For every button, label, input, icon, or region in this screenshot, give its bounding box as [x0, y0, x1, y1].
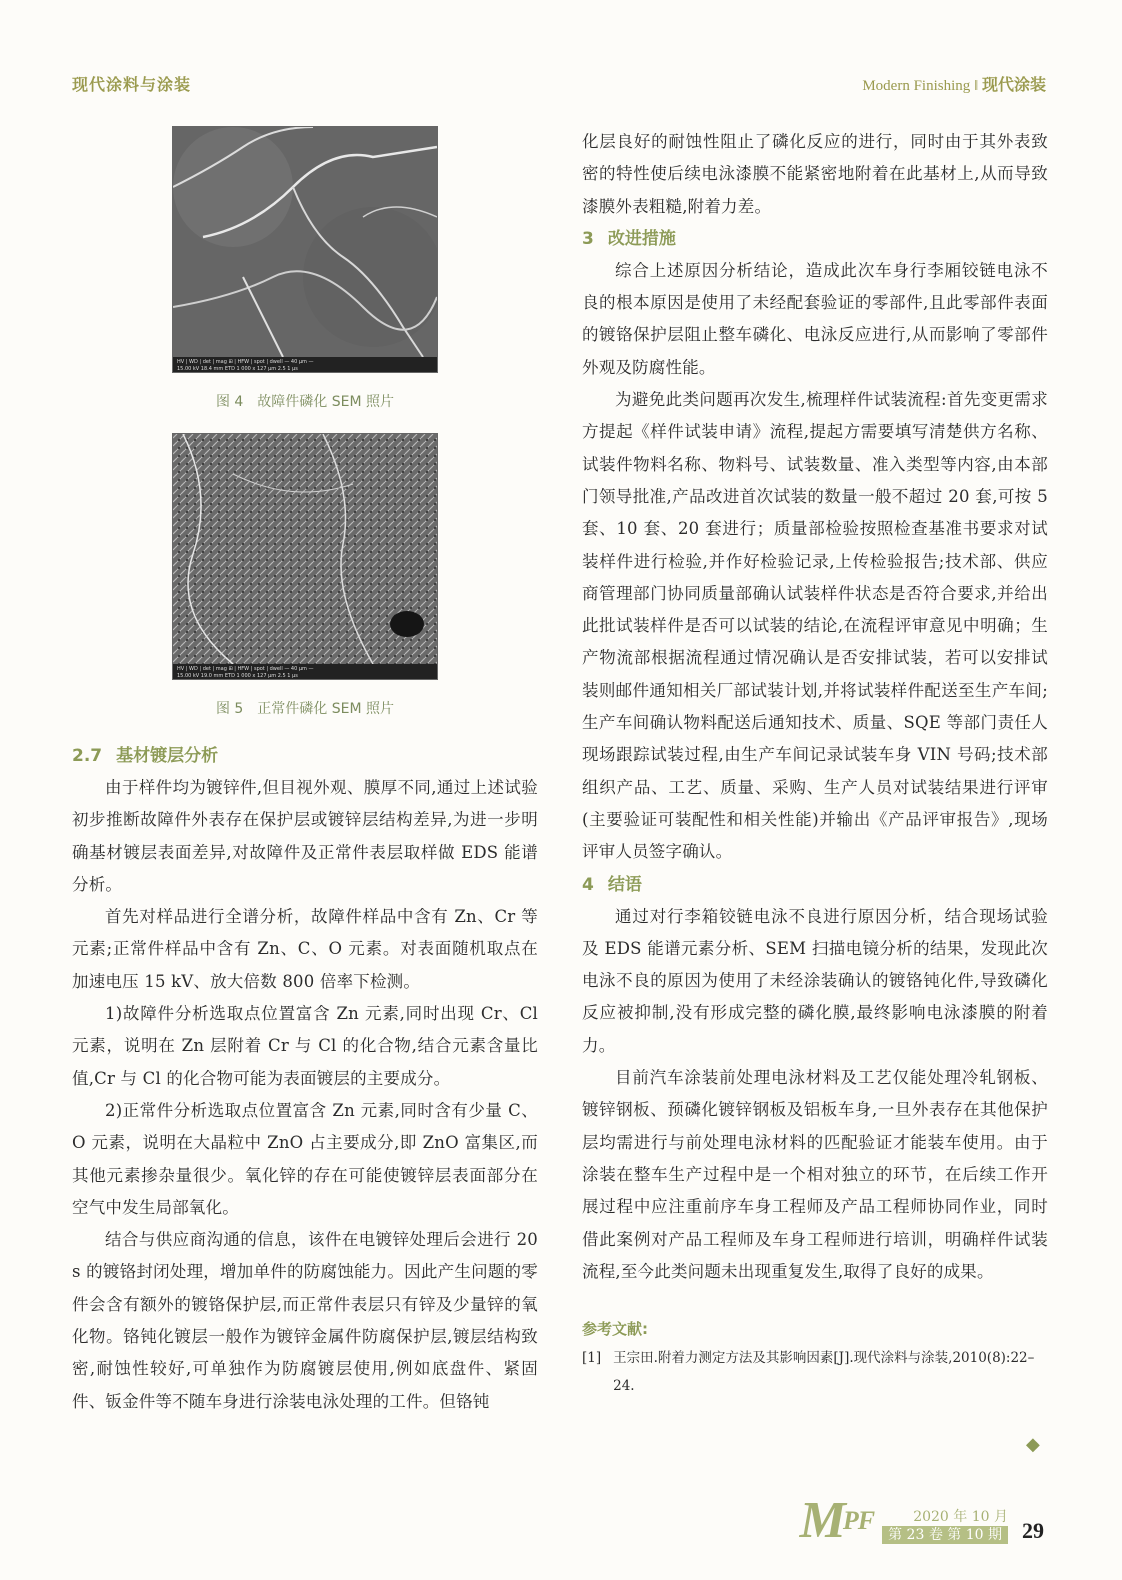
section-3-heading: 3 改进措施: [582, 228, 676, 249]
section-4-heading: 4 结语: [582, 874, 642, 895]
figure-4-scalebar: HV | WD | det | mag ⊞ | HFW | spot | dwell — 40 µm —: [177, 359, 314, 365]
paragraph: 目前汽车涂装前处理电泳材料及工艺仅能处理冷轧钢板、镀锌钢板、预磷化镀锌钢板及铝板车身,一旦外表存在其他保护层均需进行与前处理电泳材料的匹配验证才能装车使用。由于涂装在整车生产过程中是一个相对独立的环节，在后续工作开展过程中应注重前序车身工程师及产品工程师协同作业，同时借此案例对产品工程师及车身工程师进行培训，明确样件试装流程,至今此类问题未出现重复发生,取得了良好的成果。: [582, 1068, 1048, 1281]
issue-info: 2020 年 10 月 第 23 卷 第 10 期: [882, 1508, 1008, 1544]
paragraph: 1)故障件分析选取点位置富含 Zn 元素,同时出现 Cr、Cl 元素，说明在 Zn 层附着 Cr 与 Cl 的化合物,结合元素含量比值,Cr 与 Cl 的化合物可能为表面镀层的主要成分。: [72, 1004, 538, 1088]
paragraph: 结合与供应商沟通的信息，该件在电镀锌处理后会进行 20 s 的镀铬封闭处理，增加单件的防腐蚀能力。因此产生问题的零件会含有额外的镀铬保护层,而正常件表层只有锌及少量锌的氧化物。铬钝化镀层一般作为镀锌金属件防腐保护层,镀层结构致密,耐蚀性较好,可单独作为防腐镀层使用,例如底盘件、紧固件、钣金件等不随车身进行涂装电泳处理的工件。但铬钝: [72, 1230, 538, 1411]
left-column: [72, 126, 538, 1418]
figure-5-sem-image: [172, 433, 438, 680]
figure-5-scalebar: HV | WD | det | mag ⊞ | HFW | spot | dwell — 40 µm —: [177, 666, 314, 672]
end-diamond-icon: ◆: [1026, 1434, 1040, 1455]
paragraph: 首先对样品进行全谱分析，故障件样品中含有 Zn、Cr 等元素;正常件样品中含有 Zn、C、O 元素。对表面随机取点在加速电压 15 kV、放大倍数 800 倍率下检测。: [72, 907, 538, 991]
page-footer: [799, 1492, 1044, 1549]
paragraph: 由于样件均为镀锌件,但目视外观、膜厚不同,通过上述试验初步推断故障件外表存在保护层或镀锌层结构差异,为进一步明确基材镀层表面差异,对故障件及正常件表层取样做 EDS 能谱分析。: [72, 778, 538, 894]
paragraph: 通过对行李箱铰链电泳不良进行原因分析，结合现场试验及 EDS 能谱元素分析、SEM 扫描电镜分析的结果，发现此次电泳不良的原因为使用了未经涂装确认的镀铬钝化件,导致磷化反应被抑制,没有形成完整的磷化膜,最终影响电泳漆膜的附着力。: [582, 906, 1048, 1055]
figure-4-sem-image: [172, 126, 438, 373]
references-heading: 参考文献:: [582, 1320, 648, 1339]
section-2-7-heading: 2.7 基材镀层分析: [72, 746, 219, 766]
paragraph: 化层良好的耐蚀性阻止了磷化反应的进行，同时由于其外表致密的特性使后续电泳漆膜不能紧密地附着在此基材上,从而导致漆膜外表粗糙,附着力差。: [582, 132, 1048, 216]
paragraph: 2)正常件分析选取点位置富含 Zn 元素,同时含有少量 C、O 元素，说明在大晶粒中 ZnO 占主要成分,即 ZnO 富集区,而其他元素掺杂量很少。氧化锌的存在可能使镀锌层表面部分在空气中发生局部氧化。: [72, 1100, 538, 1217]
journal-en-header: Modern Finishing ‖ 现代涂装: [862, 75, 1046, 94]
figure-4-scalebar-values: 15.00 kV 18.4 mm ETD 1 000 x 127 µm 2.5 1 µs: [177, 366, 298, 372]
right-column: [582, 126, 1048, 1400]
mpf-logo: $M^{PF}$: [799, 1492, 875, 1549]
paragraph: 综合上述原因分析结论，造成此次车身行李厢铰链电泳不良的根本原因是使用了未经配套验证的零部件,且此零部件表面的镀铬保护层阻止整车磷化、电泳反应进行,从而影响了零部件外观及防腐性能。: [582, 260, 1048, 377]
page-number: 29: [1022, 1518, 1044, 1543]
paragraph: 为避免此类问题再次发生,梳理样件试装流程:首先变更需求方提起《样件试装申请》流程,提起方需要填写清楚供方名称、试装件物料名称、物料号、试装数量、准入类型等内容,由本部门领导批准,产品改进首次试装的数量一般不超过 20 套,可按 5 套、10 套、20 套进行；质量部检验按照检查基准书要求对试装样件进行检验,并作好检验记录,上传检验报告;技术部、供应商管理部门协同质量部确认试装样件状态是否符合要求,并给出此批试装样件是否可以试装的结论,在流程评审意见中明确；生产物流部根据流程通过情况确认是否安排试装，若可以安排试装则邮件通知相关厂部试装计划,并将试装样件配送至生产车间;生产车间确认物料配送后通知技术、质量、SQE 等部门责任人现场跟踪试装过程,由生产车间记录试装车身 VIN 号码;技术部组织产品、工艺、质量、采购、生产人员对试装结果进行评审(主要验证可装配性和相关性能)并输出《产品评审报告》,现场评审人员签字确认。: [582, 390, 1048, 862]
figure-5-scalebar-values: 15.00 kV 19.0 mm ETD 1 000 x 127 µm 2.5 1 µs: [177, 673, 298, 679]
figure-4-caption: 图 4 故障件磷化 SEM 照片: [215, 394, 395, 410]
reference-item: [1] 王宗田.附着力测定方法及其影响因素[J].现代涂料与涂装,2010(8):22–24.: [582, 1350, 1035, 1395]
journal-name-header: 现代涂料与涂装: [72, 75, 192, 94]
figure-5-caption: 图 5 正常件磷化 SEM 照片: [215, 701, 395, 717]
